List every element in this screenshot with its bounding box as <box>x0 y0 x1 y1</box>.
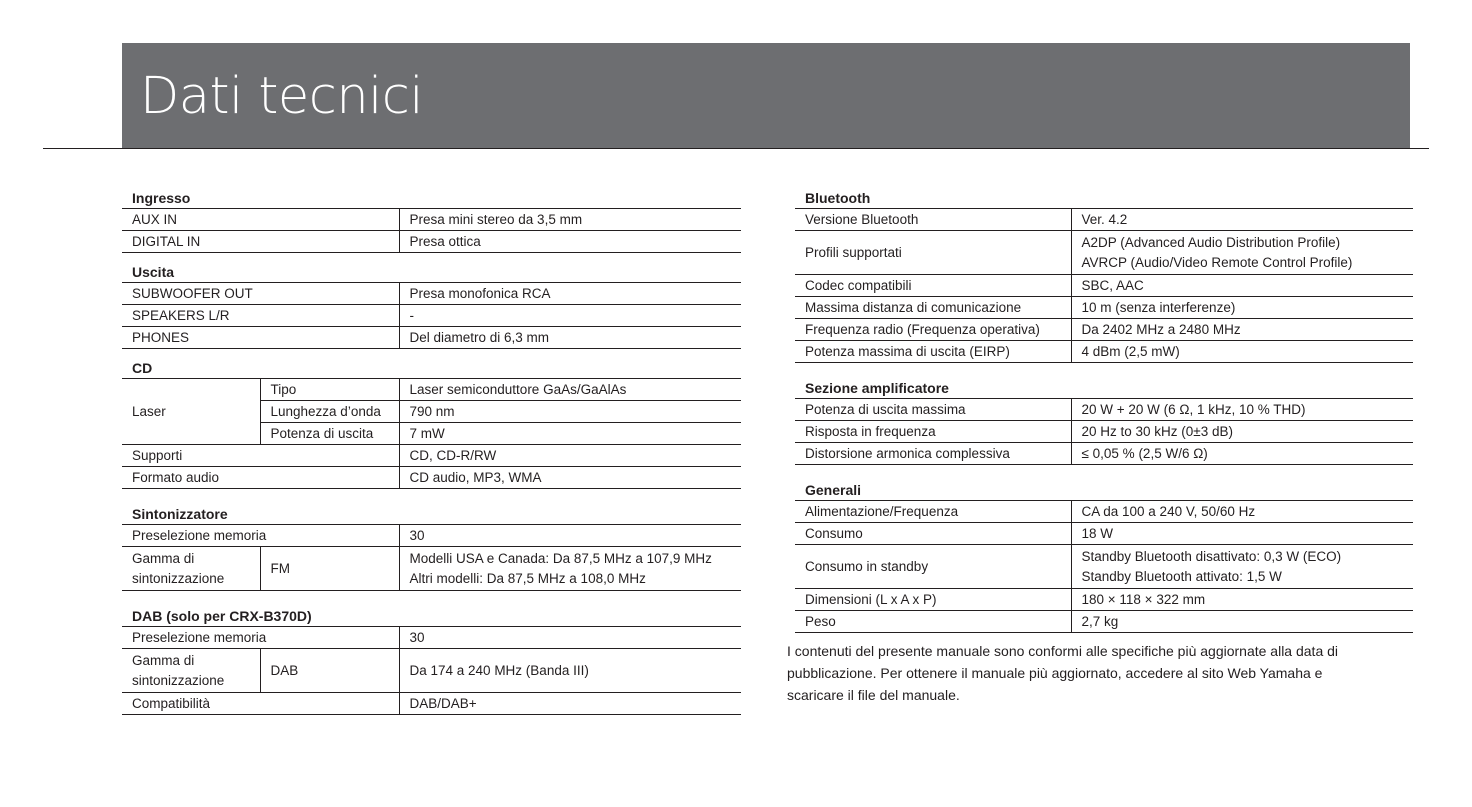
spec-value-line: Modelli USA e Canada: Da 87,5 MHz a 107,9 MHz <box>409 550 712 566</box>
spacer <box>122 349 741 358</box>
spec-value-line: Standby Bluetooth attivato: 1,5 W <box>1081 568 1282 584</box>
table-row <box>122 547 741 591</box>
spec-label <box>122 547 260 591</box>
spacer <box>122 253 741 262</box>
table-row <box>795 275 1413 297</box>
spec-label: Preselezione memoria <box>122 627 399 649</box>
spec-label: Consumo <box>795 523 1071 545</box>
spacer <box>795 363 1413 378</box>
spec-label: PHONES <box>122 327 399 349</box>
table-row <box>795 399 1413 421</box>
table-row <box>795 319 1413 341</box>
spec-label: Risposta in frequenza <box>795 421 1071 443</box>
spec-label: Preselezione memoria <box>122 525 399 547</box>
table-row <box>795 209 1413 231</box>
spacer <box>795 465 1413 480</box>
spec-value: 180 × 118 × 322 mm <box>1071 589 1413 611</box>
spec-value: Laser semiconduttore GaAs/GaAlAs <box>399 379 741 401</box>
spec-value: 18 W <box>1071 523 1413 545</box>
spec-label: Supporti <box>122 445 399 467</box>
table-generali <box>795 500 1413 633</box>
spec-value: Ver. 4.2 <box>1071 209 1413 231</box>
section-title-dab: DAB (solo per CRX-B370D) <box>132 608 312 624</box>
footnote-line: I contenuti del presente manuale sono conformi alle specifiche più aggiornate alla data di <box>787 643 1339 659</box>
table-row <box>795 231 1413 275</box>
spec-value: 10 m (senza interferenze) <box>1071 297 1413 319</box>
spec-label: Frequenza radio (Frequenza operativa) <box>795 319 1071 341</box>
table-ingresso <box>122 208 741 253</box>
spec-value: - <box>399 305 741 327</box>
spec-sublabel: Lunghezza d’onda <box>260 401 399 423</box>
spec-value-line: Standby Bluetooth disattivato: 0,3 W (ECO) <box>1081 548 1342 564</box>
spec-label: Potenza massima di uscita (EIRP) <box>795 341 1071 363</box>
spec-value: Da 174 a 240 MHz (Banda III) <box>399 649 741 693</box>
spec-value: 7 mW <box>399 423 741 445</box>
spec-value <box>399 547 741 591</box>
spec-value <box>1071 231 1413 275</box>
spec-value-line: Altri modelli: Da 87,5 MHz a 108,0 MHz <box>409 570 646 586</box>
spacer <box>122 591 741 606</box>
footnote-line: scaricare il file del manuale. <box>787 687 960 703</box>
title-banner <box>122 43 1410 149</box>
table-row <box>122 379 741 401</box>
spec-label-line: sintonizzazione <box>132 672 225 688</box>
table-row <box>122 327 741 349</box>
spec-sublabel: Tipo <box>260 379 399 401</box>
spec-label-line: sintonizzazione <box>132 570 225 586</box>
spec-value: 30 <box>399 627 741 649</box>
spec-label: Distorsione armonica complessiva <box>795 443 1071 465</box>
spec-label-line: Gamma di <box>132 550 195 566</box>
spec-value: CD audio, MP3, WMA <box>399 467 741 489</box>
spec-label: Massima distanza di comunicazione <box>795 297 1071 319</box>
spec-sublabel: Potenza di uscita <box>260 423 399 445</box>
spec-value: 20 Hz to 30 kHz (0±3 dB) <box>1071 421 1413 443</box>
table-row <box>795 443 1413 465</box>
table-sintonizzatore <box>122 524 741 591</box>
spec-label: SPEAKERS L/R <box>122 305 399 327</box>
section-title-cd: CD <box>132 360 153 376</box>
spec-label-line: Gamma di <box>132 652 195 668</box>
section-title-amplificatore: Sezione amplificatore <box>805 380 949 396</box>
table-row <box>122 525 741 547</box>
spec-label <box>122 649 260 693</box>
table-amplificatore <box>795 398 1413 465</box>
spec-value: 790 nm <box>399 401 741 423</box>
table-row <box>122 283 741 305</box>
spec-value-line: A2DP (Advanced Audio Distribution Profile) <box>1081 234 1341 250</box>
spec-value: DAB/DAB+ <box>399 693 741 715</box>
spec-value: Del diametro di 6,3 mm <box>399 327 741 349</box>
spec-value: CD, CD-R/RW <box>399 445 741 467</box>
table-row <box>122 467 741 489</box>
table-row <box>795 589 1413 611</box>
spec-value: Presa monofonica RCA <box>399 283 741 305</box>
spec-label: Formato audio <box>122 467 399 489</box>
spec-value: Da 2402 MHz a 2480 MHz <box>1071 319 1413 341</box>
spec-sublabel: DAB <box>260 649 399 693</box>
table-row <box>122 231 741 253</box>
spec-label: Codec compatibili <box>795 275 1071 297</box>
spacer <box>122 489 741 504</box>
spec-value: 4 dBm (2,5 mW) <box>1071 341 1413 363</box>
right-column <box>787 188 1413 706</box>
spec-label: Dimensioni (L x A x P) <box>795 589 1071 611</box>
spec-label: AUX IN <box>122 209 399 231</box>
spec-label: Potenza di uscita massima <box>795 399 1071 421</box>
spec-value <box>1071 545 1413 589</box>
table-row <box>122 693 741 715</box>
spec-label: Profili supportati <box>795 231 1071 275</box>
spec-value: 2,7 kg <box>1071 611 1413 633</box>
spec-label-laser: Laser <box>122 379 260 445</box>
table-row <box>795 421 1413 443</box>
table-bluetooth <box>795 208 1413 363</box>
banner-rule <box>43 148 1429 149</box>
table-row <box>122 627 741 649</box>
table-dab <box>122 626 741 715</box>
spec-value: 20 W + 20 W (6 Ω, 1 kHz, 10 % THD) <box>1071 399 1413 421</box>
table-row <box>795 501 1413 523</box>
spec-value-line: AVRCP (Audio/Video Remote Control Profile) <box>1081 254 1353 270</box>
table-cd <box>122 378 741 489</box>
section-title-generali: Generali <box>805 482 862 498</box>
spec-label: Consumo in standby <box>795 545 1071 589</box>
table-row <box>122 209 741 231</box>
table-row <box>122 445 741 467</box>
spec-value: 30 <box>399 525 741 547</box>
section-title-bluetooth: Bluetooth <box>805 190 871 206</box>
table-row <box>122 305 741 327</box>
section-title-uscita: Uscita <box>132 264 175 280</box>
footnote-line: pubblicazione. Per ottenere il manuale più aggiornato, accedere al sito Web Yamaha e <box>787 665 1323 681</box>
spec-value: Presa mini stereo da 3,5 mm <box>399 209 741 231</box>
spec-value: ≤ 0,05 % (2,5 W/6 Ω) <box>1071 443 1413 465</box>
footnote <box>787 640 1417 706</box>
left-column <box>122 188 741 715</box>
spec-label: Alimentazione/Frequenza <box>795 501 1071 523</box>
spec-label: DIGITAL IN <box>122 231 399 253</box>
spec-value: SBC, AAC <box>1071 275 1413 297</box>
section-title-ingresso: Ingresso <box>132 190 191 206</box>
spec-label: Versione Bluetooth <box>795 209 1071 231</box>
spec-value: Presa ottica <box>399 231 741 253</box>
table-uscita <box>122 282 741 349</box>
page-title: Dati tecnici <box>140 67 424 126</box>
spec-sublabel: FM <box>260 547 399 591</box>
table-row <box>795 341 1413 363</box>
table-row <box>795 297 1413 319</box>
spec-value: CA da 100 a 240 V, 50/60 Hz <box>1071 501 1413 523</box>
table-row <box>122 649 741 693</box>
table-row <box>795 523 1413 545</box>
section-title-sintonizzatore: Sintonizzatore <box>132 506 228 522</box>
table-row <box>795 611 1413 633</box>
table-row <box>795 545 1413 589</box>
spec-label: Peso <box>795 611 1071 633</box>
spec-label: SUBWOOFER OUT <box>122 283 399 305</box>
spec-label: Compatibilità <box>122 693 399 715</box>
